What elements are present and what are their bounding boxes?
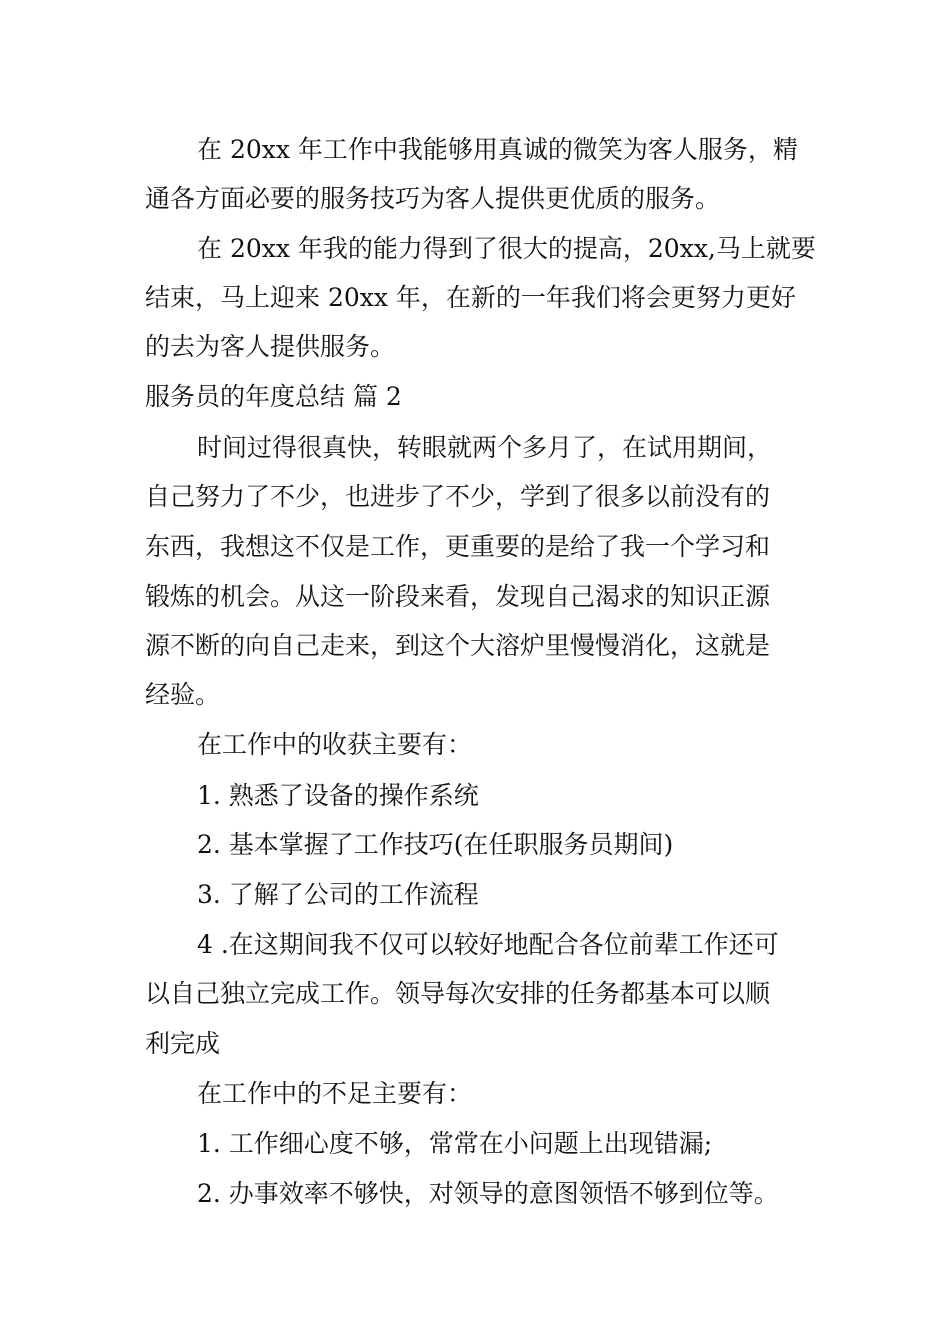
section-heading: 服务员的年度总结 篇 2	[145, 382, 402, 411]
list-item: 3. 了解了公司的工作流程	[197, 880, 479, 909]
paragraph-line: 利完成	[145, 1029, 221, 1058]
paragraph-line: 以自己独立完成工作。领导每次安排的任务都基本可以顺	[145, 979, 771, 1008]
paragraph-line: 经验。	[145, 680, 221, 709]
list-title: 在工作中的不足主要有：	[197, 1079, 473, 1108]
list-item: 1. 工作细心度不够，常常在小问题上出现错漏;	[197, 1129, 713, 1158]
paragraph-line: 时间过得很真快，转眼就两个多月了，在试用期间，	[197, 433, 773, 462]
paragraph-line: 在 20xx 年我的能力得到了很大的提高，20xx,马上就要	[197, 234, 816, 263]
paragraph-line: 在 20xx 年工作中我能够用真诚的微笑为客人服务，精	[197, 135, 798, 164]
list-title: 在工作中的收获主要有：	[197, 730, 473, 759]
paragraph-line: 的去为客人提供服务。	[145, 332, 396, 361]
paragraph-line: 东西，我想这不仅是工作，更重要的是给了我一个学习和	[145, 532, 771, 561]
list-item: 4 .在这期间我不仅可以较好地配合各位前辈工作还可	[197, 930, 779, 959]
paragraph-line: 结束，马上迎来 20xx 年，在新的一年我们将会更努力更好	[145, 283, 796, 312]
paragraph-line: 通各方面必要的服务技巧为客人提供更优质的服务。	[145, 184, 721, 213]
list-item: 2. 基本掌握了工作技巧(在任职服务员期间)	[197, 830, 674, 859]
list-item: 1. 熟悉了设备的操作系统	[197, 781, 479, 810]
paragraph-line: 自己努力了不少，也进步了不少，学到了很多以前没有的	[145, 482, 771, 511]
list-item: 2. 办事效率不够快，对领导的意图领悟不够到位等。	[197, 1179, 779, 1208]
paragraph-line: 源不断的向自己走来，到这个大溶炉里慢慢消化，这就是	[145, 631, 771, 660]
paragraph-line: 锻炼的机会。从这一阶段来看，发现自己渴求的知识正源	[145, 582, 771, 611]
